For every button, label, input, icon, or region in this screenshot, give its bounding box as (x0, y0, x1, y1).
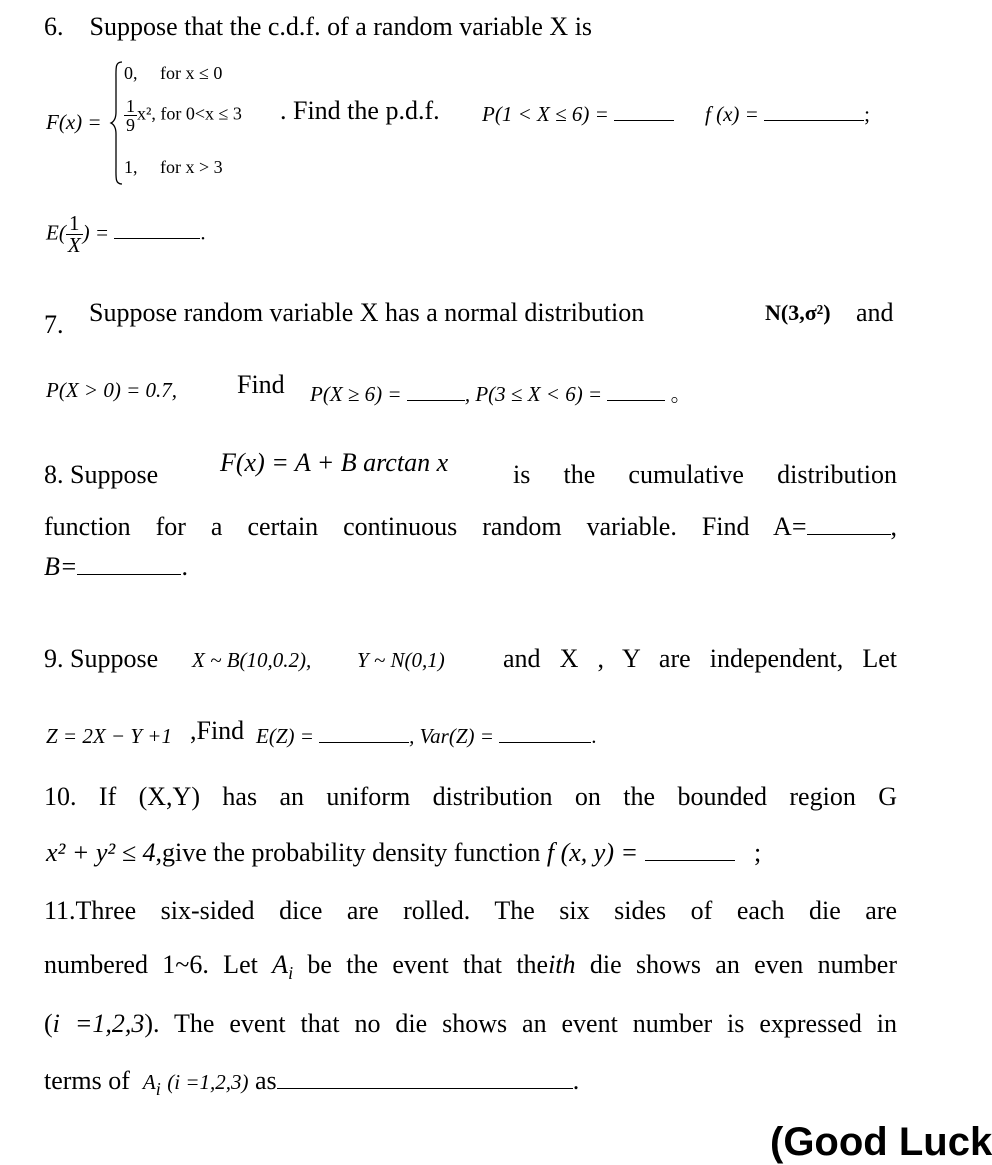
q8-rest1: is the cumulative distribution (513, 460, 897, 489)
q8-formula: F(x) = A + B arctan x (220, 448, 449, 477)
q6-number: 6. (44, 12, 64, 41)
q6-expectation-fraction: $\frac{1}{X}$ (67, 211, 81, 257)
q6-case2-fraction: $\frac{1}{9}$ (126, 96, 135, 135)
q6-left-brace (110, 60, 124, 186)
q9-find: ,Find (190, 716, 245, 745)
q7-stem: Suppose random variable X has a normal distribution (89, 298, 645, 327)
q11-answer-blank[interactable] (277, 1088, 573, 1089)
q6-pdf-expr: f (x) = ; (705, 102, 870, 126)
q10-line2: x² + y² ≤ 4,give the probability density function f (x, y) = ; (46, 838, 762, 867)
q8-A-blank[interactable] (807, 534, 891, 535)
q6-F-lhs: F(x) = (46, 110, 102, 134)
q7-probs: P(X ≥ 6) = , P(3 ≤ X < 6) = 。 (310, 382, 692, 406)
q10-fxy-blank[interactable] (645, 860, 735, 861)
q8-line2: function for a certain continuous random variable. Find A= , (44, 512, 897, 541)
q6-prob-blank[interactable] (614, 120, 674, 121)
q7-dist: N(3,σ²) (765, 300, 831, 325)
q9-number: 9. Suppose (44, 644, 159, 673)
q6-case3: 1, for x > 3 (124, 157, 223, 177)
q7-find: Find (237, 370, 285, 399)
q9-y-dist: Y ~ N(0,1) (357, 648, 445, 672)
q6-case2: $\frac{1}{9}$ x², for 0<x ≤ 3 (126, 96, 242, 135)
q11-line1: 11.Three six-sided dice are rolled. The six sides of each die are (44, 896, 897, 925)
q10-line1: 10. If (X,Y) has an uniform distribution on the bounded region G (44, 782, 897, 811)
q11-line4: terms of $A_i$ (i =1,2,3) as . (44, 1066, 580, 1100)
q6-case1: 0, for x ≤ 0 (124, 63, 223, 83)
q6-pdf-blank[interactable] (764, 120, 864, 121)
q6-expectation: E( $\frac{1}{X}$ ) = . (46, 211, 206, 257)
q7-given: P(X > 0) = 0.7, (46, 378, 177, 402)
q7-p2-blank[interactable] (607, 400, 665, 401)
q8-B-blank[interactable] (77, 574, 181, 575)
q6-expect-blank[interactable] (114, 238, 200, 239)
q6-prob-expr: P(1 < X ≤ 6) = (482, 102, 674, 127)
q9-rest: and X , Y are independent, Let (503, 644, 897, 673)
q9-z-def: Z = 2X − Y +1 (46, 724, 172, 748)
q9-ez-blank[interactable] (319, 742, 409, 743)
q11-line3: (i =1,2,3). The event that no die shows an event number is expressed in (44, 1009, 897, 1038)
q7-and: and (856, 298, 894, 327)
q9-var-blank[interactable] (499, 742, 591, 743)
q6-find-text: . Find the p.d.f. (280, 96, 440, 125)
q7-p1-blank[interactable] (407, 400, 465, 401)
q8-number: 8. Suppose (44, 460, 159, 489)
q9-x-dist: X ~ B(10,0.2), (192, 648, 312, 672)
q9-answers: E(Z) = , Var(Z) = . (256, 724, 597, 748)
q11-line2: numbered 1~6. Let $A_i$ be the event that theith die shows an even number (44, 950, 897, 984)
q6-stem: Suppose that the c.d.f. of a random variable X is (89, 12, 593, 41)
q8-line3: B= . (44, 552, 188, 581)
q6-stem-line (44, 12, 592, 42)
good-luck-footer: (Good Luck (770, 1120, 992, 1164)
q7-number: 7. (44, 310, 64, 339)
